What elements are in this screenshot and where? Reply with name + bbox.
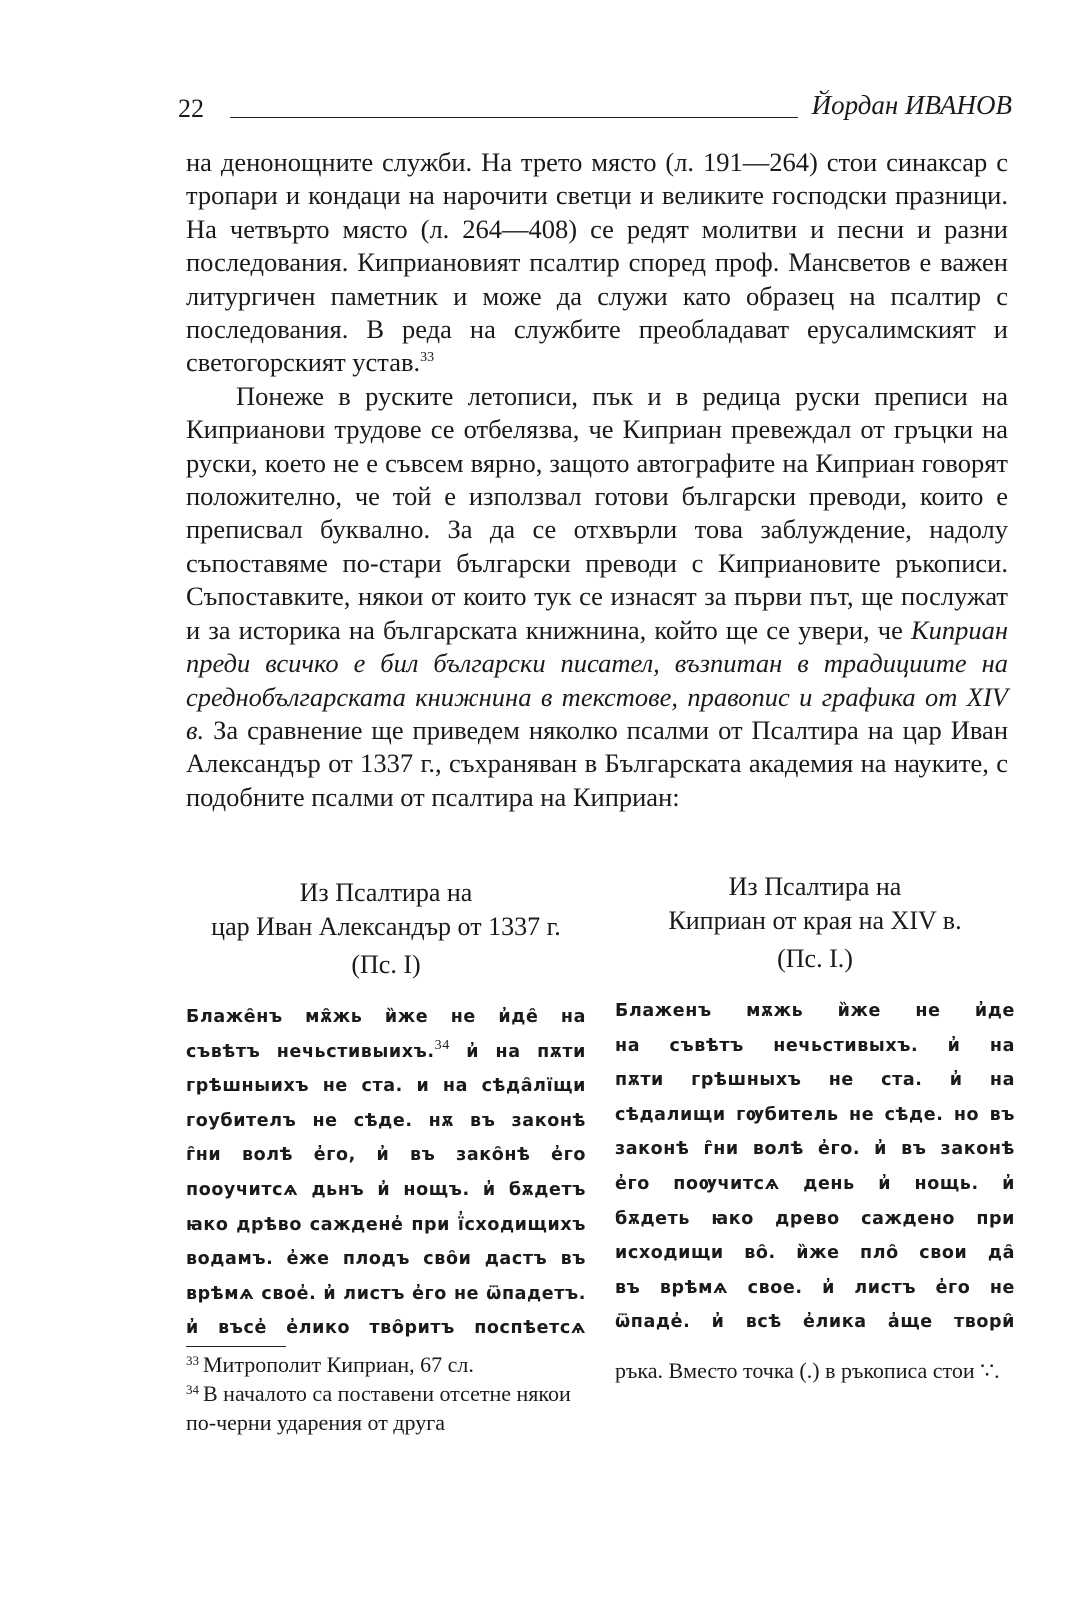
footnote-34-mark: 34 <box>186 1382 199 1397</box>
header-rule <box>230 117 798 118</box>
left-text-line: ꙗко дрѣво саждене̓ при ї̓сходищихъ <box>186 1214 586 1235</box>
right-text-line: законѣ г̑ни волѣ е̓го. и̓ въ законѣ <box>615 1139 1015 1160</box>
page-number: 22 <box>178 94 204 123</box>
left-text-line: грѣшныихъ не ста. и на сѣда̑лїщи <box>186 1076 586 1097</box>
left-text-line: г̑ни волѣ е̓го, и̓ въ зако̑нѣ е̓го <box>186 1145 586 1166</box>
right-text-line: въ врѣмѧ свое. и̓ листъ е̓го не <box>615 1277 1015 1298</box>
paragraph-1 <box>186 146 1008 380</box>
left-text-line <box>186 1035 586 1070</box>
right-column <box>615 870 1015 1340</box>
footnote-rule <box>186 1346 286 1347</box>
footnote-34-continued: ръка. Вместо точка (.) в ръкописа стои ∵. <box>615 1358 1000 1383</box>
right-heading-ref: (Пс. I.) <box>777 944 853 973</box>
right-text-line: Блаженъ мѫжь и̏же не и̓де <box>615 1001 1015 1021</box>
left-text-line: гоубителъ не сѣде. нѫ въ законѣ <box>186 1110 586 1131</box>
footnote-33 <box>186 1350 586 1379</box>
footnote-34 <box>186 1379 586 1437</box>
paragraph-2 <box>186 380 1008 814</box>
right-church-slavonic-text <box>615 994 1015 1340</box>
right-text-line: сѣдалищи гѹбитель не сѣде. но въ <box>615 1104 1015 1125</box>
left-column <box>186 876 586 1346</box>
paragraph-2-start: Понеже в руските летописи, пък и в редица руски преписи на Киприанови трудове се отбелязва, че Киприан превеждал от гръцки на руски, което не е съвсем вярно, защото автографите на Киприан говорят положително, че той е използвал готови български преводи, които е преписвал буквално. За да се отхвърли това заблуждение, надолу съпоставяме по-стари български преводи с Киприановите ръкописи. Съпоставките, някои от които тук се изнасят за първи път, ще послужат и за историка на българската книжнина, който ще се увери, че <box>186 380 1008 645</box>
left-church-slavonic-text <box>186 1000 586 1346</box>
left-heading-line-2: цар Иван Александър от 1337 г. <box>211 912 561 941</box>
left-text-line-2-tail: и̓ на пѫти <box>449 1041 586 1062</box>
body-text <box>186 146 1008 814</box>
right-text-line: бѫдеть ꙗко древо саждено при <box>615 1208 1015 1229</box>
running-head: Йордан ИВАНОВ <box>811 90 1012 120</box>
footnote-34-text: В началото са поставени отсетне някои по-черни ударения от друга <box>186 1381 571 1435</box>
footnote-ref-33[interactable]: 33 <box>420 350 435 366</box>
footnotes <box>186 1350 586 1437</box>
paragraph-1-text: на денонощните служби. На трето място (л. 191—264) стои синаксар с тропари и кондаци на нарочити светци и великите господски празници. На четвърто място (л. 264—408) се редят молитви и песни и разни последования. Киприановият псалтир според проф. Мансветов е важен литургичен паметник и може да служи като образец на псалтир с последования. В реда на службите преобладават ерусалимският и светогорският устав. <box>186 147 1008 378</box>
footnote-33-mark: 33 <box>186 1353 199 1368</box>
right-heading-line-1: Из Псалтира на <box>728 872 902 901</box>
right-text-line: пѫти грѣшныхъ не ста. и̓ на <box>615 1070 1015 1091</box>
left-text-line: врѣмѧ свое̓. и̓ листъ е̓го не ѿпадетъ. <box>186 1283 586 1304</box>
left-text-line: Блаже̑нъ мѫ̑жь и̏же не и̓де̑ на <box>186 1007 586 1027</box>
paragraph-2-emphasis: Киприан преди всичко е бил български писател, възпитан в традициите на среднобългарската книжнина в текстове, правопис и графика от XIV в. <box>186 614 1008 745</box>
paragraph-2-end: За сравнение ще приведем няколко псалми от Псалтира на цар Иван Александър от 1337 г., съхраняван в Българската академия на науките, с подобните псалми от псалтира на Киприан: <box>186 714 1008 812</box>
footnote-ref-34[interactable]: 34 <box>434 1037 450 1053</box>
footnote-33-text: Митрополит Киприан, 67 сл. <box>203 1352 474 1377</box>
left-heading-line-1: Из Псалтира на <box>299 878 473 907</box>
right-text-line: е̓го поѹчитсѧ день и̓ нощь. и̓ <box>615 1173 1015 1194</box>
right-text-line: ѿпаде̓. и̓ всѣ е̓лика а̓ще твори̑ <box>615 1312 1015 1333</box>
right-heading-line-2: Киприан от края на XIV в. <box>668 906 962 935</box>
left-text-line: и̓ въсе̓ е̓лико тво̑ритъ поспѣетсѧ <box>186 1318 586 1339</box>
right-text-line: исходищи во̑. и̏же пло̑ свои да̑ <box>615 1243 1015 1264</box>
left-text-line: пооучитсѧ дьнъ и̓ нощъ. и̓ бѫдетъ <box>186 1179 586 1200</box>
right-text-line: на съвѣтъ нечьстивыхъ. и̓ на <box>615 1035 1015 1056</box>
left-text-line-2-start: съвѣтъ нечьстивыихъ. <box>186 1041 435 1062</box>
left-text-line: водамъ. е̓же плодъ сво̑и дастъ въ <box>186 1249 586 1270</box>
left-heading-ref: (Пс. I) <box>351 950 421 979</box>
